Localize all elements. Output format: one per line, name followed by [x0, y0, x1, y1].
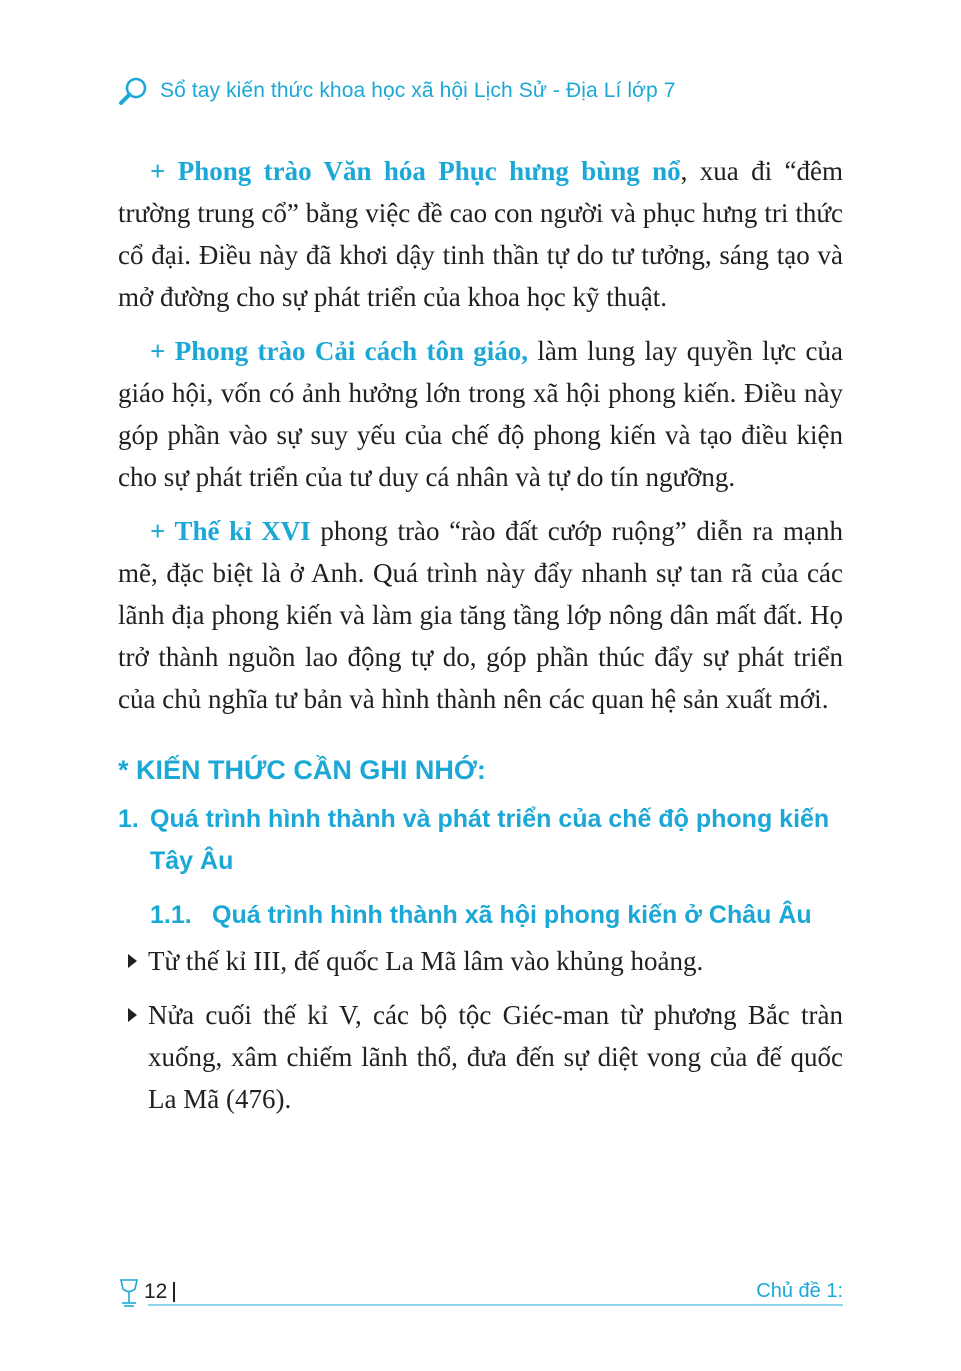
- footer-rule: [148, 1304, 843, 1306]
- bullet-item: [118, 940, 843, 982]
- paragraph-text: làm lung lay quyền lực của giáo hội, vốn có ảnh hưởng lớn trong xã hội phong kiến. Điều này góp phần vào sự suy yếu của chế độ phong kiến và tạo điều kiện cho sự phát triển của tư duy cá nhân và tự do tín ngưỡng.: [118, 336, 843, 492]
- magnifier-icon: [118, 76, 148, 106]
- subsection-heading-1-1: [150, 894, 843, 936]
- section-number: 1.: [118, 805, 139, 833]
- page-header: [118, 74, 858, 108]
- triangle-bullet-icon: [118, 940, 148, 982]
- chapter-label: Chủ đề 1:: [756, 1280, 843, 1302]
- subsection-title: Quá trình hình thành xã hội phong kiến ở Châu Âu: [212, 901, 812, 929]
- book-title: Sổ tay kiến thức khoa học xã hội Lịch Sử - Địa Lí lớp 7: [160, 79, 676, 102]
- subsection-number: 1.1.: [150, 901, 192, 929]
- paragraph-reformation: [118, 330, 843, 498]
- bullet-text: Từ thế kỉ III, đế quốc La Mã lâm vào khủng hoảng.: [148, 946, 704, 976]
- footer-divider: [173, 1282, 175, 1302]
- page-content: [118, 150, 843, 1132]
- paragraph-renaissance: [118, 150, 843, 318]
- paragraph-text: phong trào “rào đất cướp ruộng” diễn ra mạnh mẽ, đặc biệt là ở Anh. Quá trình này đẩy nhanh sự tan rã của các lãnh địa phong kiến và làm gia tăng tầng lớp nông dân mất đất. Họ trở thành nguồn lao động tự do, góp phần thúc đẩy sự phát triển của chủ nghĩa tư bản và hình thành nên các quan hệ sản xuất mới.: [118, 516, 843, 714]
- bullet-text: Nửa cuối thế kỉ V, các bộ tộc Giéc-man từ phương Bắc tràn xuống, xâm chiếm lãnh thổ, đưa đến sự diệt vong của đế quốc La Mã (476).: [148, 1000, 843, 1114]
- section-heading-1: [118, 798, 843, 882]
- paragraph-highlight: + Phong trào Văn hóa Phục hưng bùng nổ: [150, 156, 681, 186]
- page-number: 12: [144, 1280, 168, 1303]
- goblet-icon: [118, 1278, 140, 1308]
- paragraph-highlight: + Phong trào Cải cách tôn giáo,: [150, 336, 529, 366]
- paragraph-highlight: + Thế kỉ XVI: [150, 516, 311, 546]
- triangle-bullet-icon: [118, 994, 148, 1120]
- bullet-item: [118, 994, 843, 1120]
- page-footer: [118, 1278, 843, 1312]
- paragraph-enclosure: [118, 510, 843, 720]
- knowledge-heading: * KIẾN THỨC CẦN GHI NHỚ:: [118, 755, 486, 785]
- paragraph-text: , xua đi “đêm trường trung cổ” bằng việc đề cao con người và phục hưng tri thức cổ đại. Điều này đã khơi dậy tinh thần tự do tư tưởng, sáng tạo và mở đường cho sự phát triển của khoa học kỹ thuật.: [118, 156, 843, 312]
- section-title: Quá trình hình thành và phát triển của chế độ phong kiến Tây Âu: [150, 805, 830, 875]
